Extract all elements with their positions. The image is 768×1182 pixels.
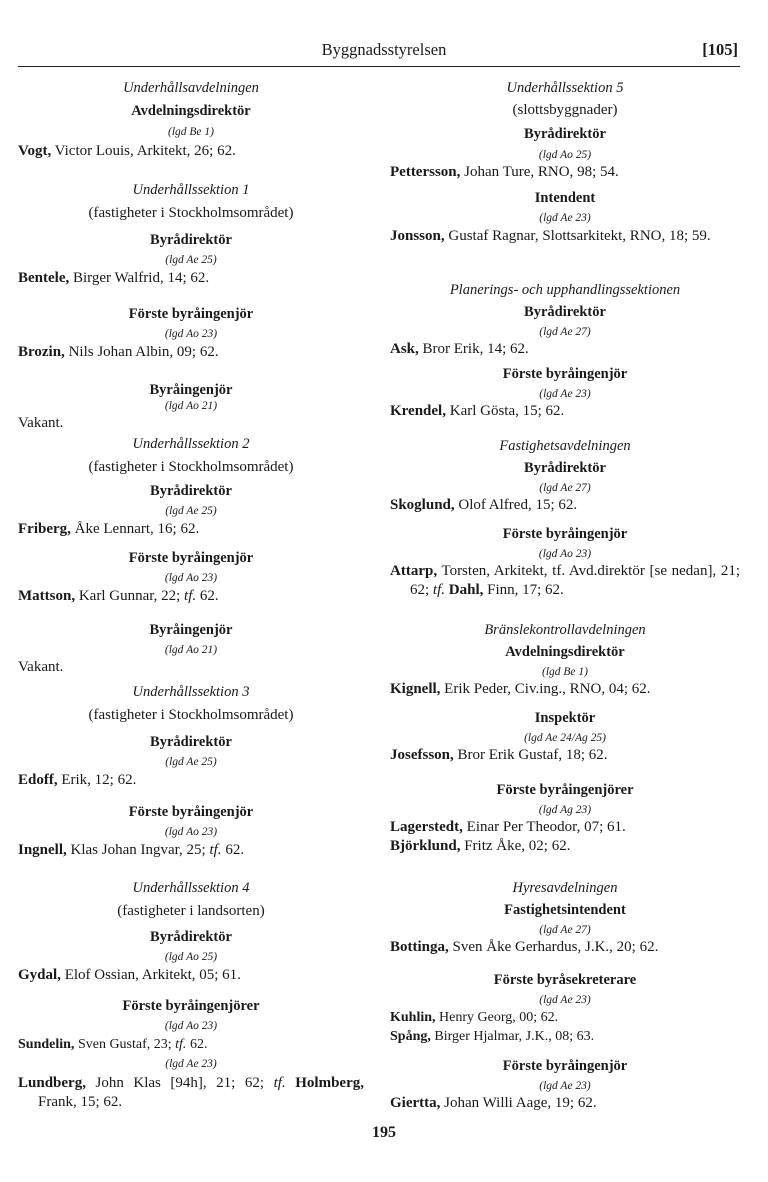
salary-grade: (lgd Ao 21): [164, 644, 218, 656]
division-note: (fastigheter i Stockholmsområdet): [88, 459, 294, 475]
division-heading: Bränslekontrollavdelningen: [484, 622, 646, 638]
salary-grade: (lgd Ao 21): [164, 400, 218, 412]
person-entry: Sundelin, Sven Gustaf, 23; tf. 62.: [18, 1037, 208, 1052]
division-heading: Underhållssektion 3: [132, 684, 250, 700]
position-title: Byrådirektör: [150, 483, 232, 499]
person-surname: Kignell,: [390, 681, 441, 697]
person-entry: Pettersson, Johan Ture, RNO, 98; 54.: [390, 164, 619, 180]
person-entry: Kuhlin, Henry Georg, 00; 62.: [390, 1010, 559, 1025]
salary-grade: (lgd Ao 25): [538, 149, 592, 161]
position-title: Förste byråingenjörer: [122, 998, 260, 1014]
vacant-note: Vakant.: [18, 659, 64, 675]
person-entry: Vogt, Victor Louis, Arkitekt, 26; 62.: [18, 143, 236, 159]
person-surname: Lundberg,: [18, 1075, 86, 1091]
salary-grade: (lgd Ae 23): [539, 212, 591, 224]
person-surname: Kuhlin,: [390, 1010, 436, 1025]
person-surname: Lagerstedt,: [390, 819, 463, 835]
person-surname: Friberg,: [18, 521, 71, 537]
position-title: Förste byråingenjör: [502, 366, 628, 382]
position-title: Byråingenjör: [149, 622, 233, 638]
salary-grade: (lgd Be 1): [168, 126, 214, 138]
person-entry: Skoglund, Olof Alfred, 15; 62.: [390, 497, 578, 513]
person-surname: Giertta,: [390, 1095, 441, 1111]
division-heading: Underhållssektion 1: [132, 182, 250, 198]
position-title: Avdelningsdirektör: [505, 644, 625, 660]
salary-grade: (lgd Ae 25): [165, 254, 217, 266]
position-title: Byrådirektör: [150, 734, 232, 750]
person-entry: Spång, Birger Hjalmar, J.K., 08; 63.: [390, 1029, 595, 1044]
salary-grade: (lgd Ao 23): [164, 328, 218, 340]
person-surname: Edoff,: [18, 772, 58, 788]
salary-grade: (lgd Ao 23): [164, 1020, 218, 1032]
person-entry: Lundberg, John Klas [94h], 21; 62; tf. Holmberg, Frank, 15; 62.: [18, 1075, 364, 1110]
header-rule: [18, 66, 740, 67]
person-entry: Friberg, Åke Lennart, 16; 62.: [18, 521, 200, 537]
person-surname: Björklund,: [390, 838, 461, 854]
division-note: (fastigheter i landsorten): [117, 903, 265, 919]
salary-grade: (lgd Ae 24/Ag 25): [524, 732, 606, 744]
position-title: Förste byråingenjör: [128, 804, 254, 820]
salary-grade: (lgd Ae 27): [539, 326, 591, 338]
page-header: [0, 0, 768, 70]
person-entry: Edoff, Erik, 12; 62.: [18, 772, 137, 788]
division-note: (fastigheter i Stockholmsområdet): [88, 205, 294, 221]
person-surname: Ask,: [390, 341, 419, 357]
position-title: Förste byråingenjör: [128, 550, 254, 566]
position-title: Byråingenjör: [149, 382, 233, 398]
person-entry: Bentele, Birger Walfrid, 14; 62.: [18, 270, 210, 286]
person-surname: Mattson,: [18, 588, 76, 604]
position-title: Byrådirektör: [524, 460, 606, 476]
person-entry: Lagerstedt, Einar Per Theodor, 07; 61.: [390, 819, 626, 835]
salary-grade: (lgd Ao 25): [164, 951, 218, 963]
person-surname: Sundelin,: [18, 1037, 75, 1052]
salary-grade: (lgd Ae 23): [539, 1080, 591, 1092]
position-title: Byrådirektör: [524, 126, 606, 142]
person-surname: Jonsson,: [390, 228, 445, 244]
salary-grade: (lgd Ae 25): [165, 505, 217, 517]
position-title: Inspektör: [534, 710, 596, 726]
salary-grade: (lgd Be 1): [542, 666, 588, 678]
person-entry: Attarp, Torsten, Arkitekt, tf. Avd.direktör [se nedan], 21; 62; tf. Dahl, Finn, 17; 62.: [390, 563, 740, 598]
salary-grade: (lgd Ae 23): [165, 1058, 217, 1070]
person-entry: Björklund, Fritz Åke, 02; 62.: [390, 838, 571, 854]
person-surname: Attarp,: [390, 563, 438, 579]
running-title: Byggnadsstyrelsen: [321, 40, 447, 59]
division-heading: Fastighetsavdelningen: [499, 438, 631, 454]
position-title: Fastighetsintendent: [504, 902, 626, 918]
person-entry: Gydal, Elof Ossian, Arkitekt, 05; 61.: [18, 967, 241, 983]
person-surname: Bottinga,: [390, 939, 449, 955]
page-number: 195: [372, 1124, 396, 1141]
position-title: Avdelningsdirektör: [131, 103, 251, 119]
person-entry: Krendel, Karl Gösta, 15; 62.: [390, 403, 565, 419]
salary-grade: (lgd Ao 23): [164, 572, 218, 584]
person-entry: Josefsson, Bror Erik Gustaf, 18; 62.: [390, 747, 608, 763]
division-heading: Underhållssektion 2: [132, 436, 250, 452]
division-heading: Underhållsavdelningen: [123, 80, 259, 96]
salary-grade: (lgd Ae 27): [539, 482, 591, 494]
salary-grade: (lgd Ag 23): [538, 804, 592, 816]
person-entry: Brozin, Nils Johan Albin, 09; 62.: [18, 344, 219, 360]
person-surname: Ingnell,: [18, 842, 67, 858]
person-surname: Skoglund,: [390, 497, 455, 513]
position-title: Förste byråingenjör: [502, 1058, 628, 1074]
person-entry: Mattson, Karl Gunnar, 22; tf. 62.: [18, 588, 219, 604]
person-entry: Giertta, Johan Willi Aage, 19; 62.: [390, 1095, 597, 1111]
vacant-note: Vakant.: [18, 415, 64, 431]
division-note: (fastigheter i Stockholmsområdet): [88, 707, 294, 723]
person-entry: Ask, Bror Erik, 14; 62.: [390, 341, 529, 357]
person-surname: Josefsson,: [390, 747, 454, 763]
person-surname: Krendel,: [390, 403, 446, 419]
person-entry: Jonsson, Gustaf Ragnar, Slottsarkitekt, RNO, 18; 59.: [390, 228, 711, 244]
person-surname: Brozin,: [18, 344, 65, 360]
position-title: Byrådirektör: [150, 232, 232, 248]
position-title: Förste byråingenjör: [128, 306, 254, 322]
salary-grade: (lgd Ae 25): [165, 756, 217, 768]
position-title: Intendent: [534, 190, 596, 206]
salary-grade: (lgd Ae 27): [539, 924, 591, 936]
salary-grade: (lgd Ae 23): [539, 994, 591, 1006]
division-heading: Underhållssektion 4: [132, 880, 250, 896]
position-title: Förste byråsekreterare: [493, 972, 637, 988]
salary-grade: (lgd Ao 23): [538, 548, 592, 560]
position-title: Byrådirektör: [150, 929, 232, 945]
salary-grade: (lgd Ae 23): [539, 388, 591, 400]
person-surname: Bentele,: [18, 270, 70, 286]
division-note: (slottsbyggnader): [512, 102, 618, 118]
division-heading: Hyresavdelningen: [512, 880, 618, 896]
person-entry: Bottinga, Sven Åke Gerhardus, J.K., 20; 62.: [390, 939, 659, 955]
salary-grade: (lgd Ao 23): [164, 826, 218, 838]
position-title: Förste byråingenjörer: [496, 782, 634, 798]
person-entry: Ingnell, Klas Johan Ingvar, 25; tf. 62.: [18, 842, 245, 858]
person-surname: Pettersson,: [390, 164, 461, 180]
position-title: Byrådirektör: [524, 304, 606, 320]
division-heading: Planerings- och upphandlingssektionen: [449, 282, 681, 298]
person-surname: Gydal,: [18, 967, 61, 983]
person-surname: Vogt,: [18, 143, 52, 159]
person-entry: Kignell, Erik Peder, Civ.ing., RNO, 04; 62.: [390, 681, 651, 697]
position-title: Förste byråingenjör: [502, 526, 628, 542]
division-heading: Underhållssektion 5: [506, 80, 624, 96]
person-surname: Spång,: [390, 1029, 431, 1044]
page-reference: [105]: [702, 40, 738, 59]
